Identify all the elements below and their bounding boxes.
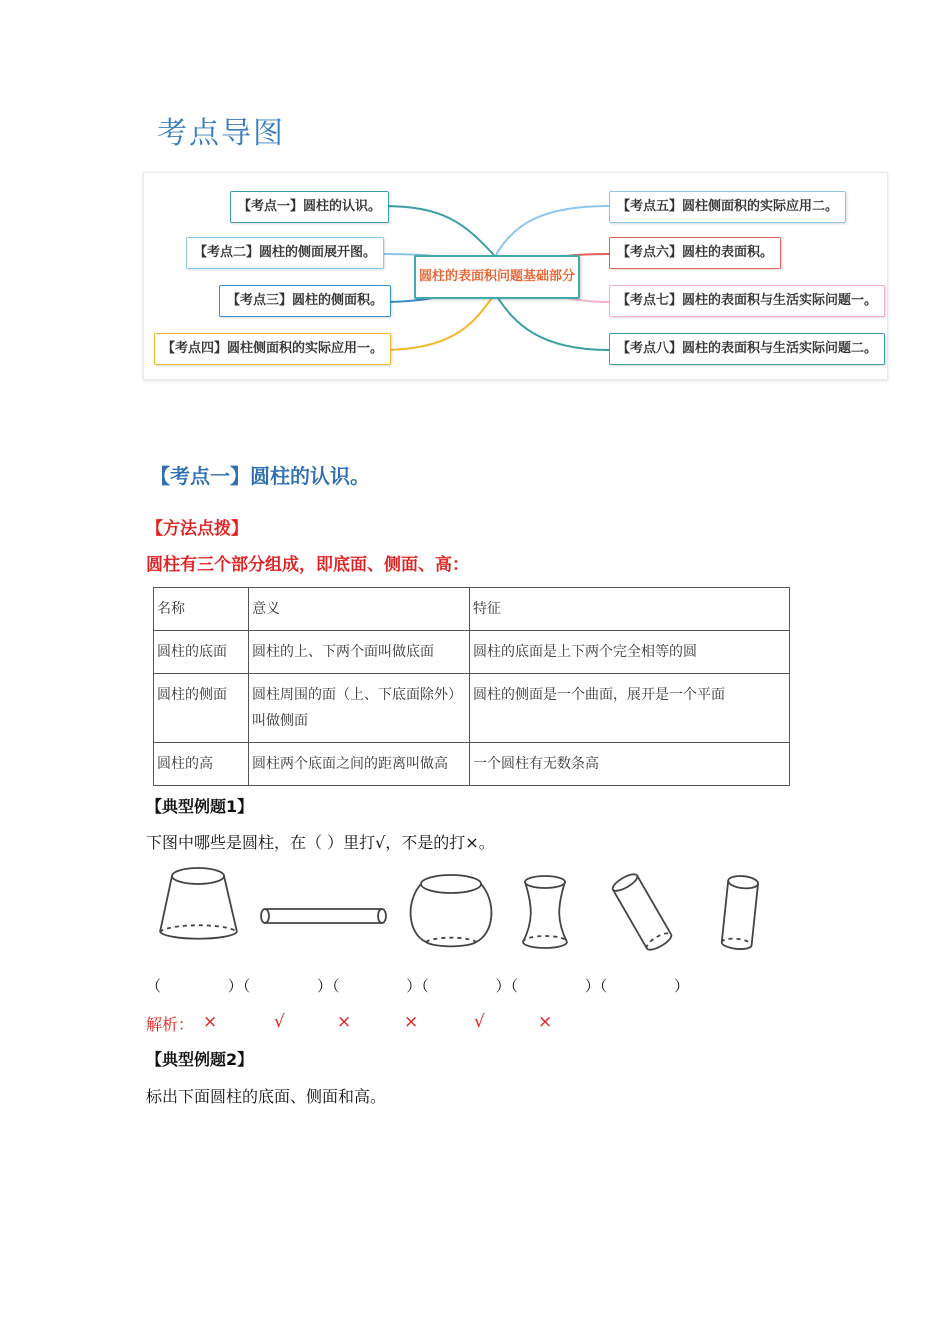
example1-title: 【典型例题1】 [146,797,254,816]
mindmap-node-5: 【考点五】圆柱侧面积的实际应用二。 [609,191,846,223]
upright-cylinder-shape [721,875,758,951]
definition-table [153,587,790,786]
answer-mark-1: × [203,1012,218,1032]
answer-mark-4: × [404,1012,419,1032]
thin-cylinder-shape [261,909,386,923]
table-cell: 圆柱的侧面是一个曲面，展开是一个平面 [470,674,790,743]
connector-8 [496,295,609,350]
connector-1 [382,206,494,255]
page-title: 考点导图 [157,116,285,151]
example2-title: 【典型例题2】 [146,1050,254,1069]
example2-question: 标出下面圆柱的底面、侧面和高。 [146,1087,387,1106]
table-header: 意义 [249,588,470,631]
table-cell: 圆柱的上、下两个面叫做底面 [249,631,470,674]
section-heading: 【考点一】圆柱的认识。 [150,464,370,488]
table-header: 名称 [154,588,249,631]
method-text: 圆柱有三个部分组成，即底面、侧面、高： [146,555,469,575]
table-row [154,631,790,674]
table-cell: 一个圆柱有无数条高 [470,743,790,786]
table-header: 特征 [470,588,790,631]
table-cell: 圆柱的高 [154,743,249,786]
tilted-cylinder-shape [610,871,673,953]
shapes-figure [150,862,790,962]
mindmap-node-6: 【考点六】圆柱的表面积。 [609,237,781,269]
answer-mark-6: × [538,1012,553,1032]
mindmap-node-2: 【考点二】圆柱的侧面展开图。 [186,237,384,269]
hourglass-shape [523,876,567,948]
answer-mark-2: √ [274,1012,285,1032]
mindmap-node-4: 【考点四】圆柱侧面积的实际应用一。 [154,333,391,365]
answer-mark-3: × [337,1012,352,1032]
answer-mark-5: √ [474,1012,485,1032]
frustum-shape [160,868,237,939]
table-row [154,674,790,743]
mindmap-center: 圆柱的表面积问题基础部分 [414,255,580,299]
example1-question: 下图中哪些是圆柱，在（ ）里打√，不是的打×。 [146,833,495,852]
answer-label: 解析： [146,1015,195,1034]
mindmap [143,172,888,380]
table-cell: 圆柱的底面 [154,631,249,674]
connector-5 [496,206,609,255]
answer-parens: （ ）（ ）（ ）（ ）（ ）（ ） [146,977,690,995]
mindmap-node-1: 【考点一】圆柱的认识。 [230,191,389,223]
table-cell: 圆柱两个底面之间的距离叫做高 [249,743,470,786]
table-header-row [154,588,790,631]
mindmap-node-3: 【考点三】圆柱的侧面积。 [219,285,391,317]
method-title: 【方法点拨】 [146,519,248,539]
table-cell: 圆柱的底面是上下两个完全相等的圆 [470,631,790,674]
table-cell: 圆柱周围的面（上、下底面除外）叫做侧面 [249,674,470,743]
table-row [154,743,790,786]
barrel-shape [411,875,492,946]
connector-4 [382,295,494,350]
table-cell: 圆柱的侧面 [154,674,249,743]
mindmap-node-7: 【考点七】圆柱的表面积与生活实际问题一。 [609,285,885,317]
mindmap-node-8: 【考点八】圆柱的表面积与生活实际问题二。 [609,333,885,365]
